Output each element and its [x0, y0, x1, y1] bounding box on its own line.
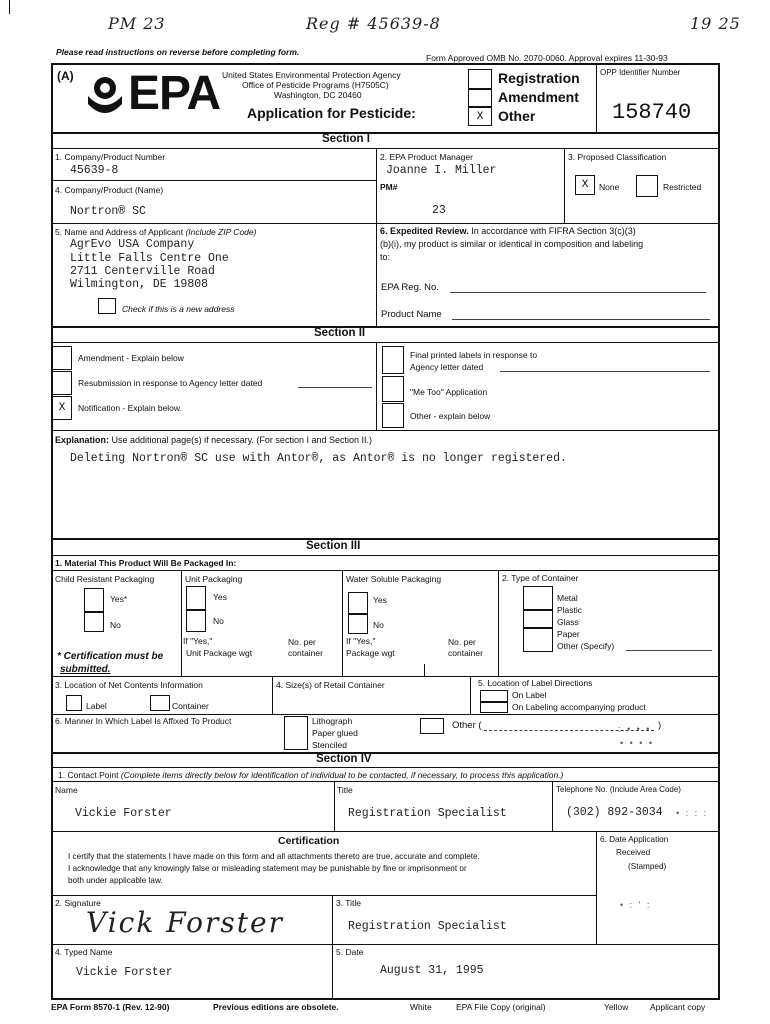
yellow-copy: Yellow [604, 1002, 629, 1012]
water-container-label: container [448, 648, 483, 658]
opp-label: OPP Identifier Number [600, 68, 681, 77]
water-soluble-no-label: No [373, 620, 384, 630]
pm-label: PM# [380, 182, 398, 192]
new-address-label: Check if this is a new address [122, 304, 235, 314]
amendment-label: Amendment [498, 89, 579, 105]
lithograph-label: Lithograph [312, 716, 353, 726]
unit-container-label: container [288, 648, 323, 658]
net-contents-label-option: Label [86, 701, 107, 711]
unit-packaging-yes-checkbox[interactable] [186, 586, 206, 610]
water-soluble-label: Water Soluble Packaging [346, 574, 442, 584]
manner-checkbox[interactable] [284, 716, 308, 750]
paper-glued-label: Paper glued [312, 728, 358, 738]
product-name-label: Product Name [381, 309, 442, 320]
unit-packaging-label: Unit Packaging [185, 574, 243, 584]
date-received-label-3: (Stamped) [628, 862, 667, 871]
section-3-heading: Section III [306, 540, 361, 552]
final-labels-checkbox[interactable] [382, 346, 404, 374]
white-copy: White [410, 1002, 432, 1012]
unit-package-wgt-label: Unit Package wgt [186, 648, 253, 658]
certification-text-2: I acknowledge that any knowingly false or misleading statement may be punishable by fine or imprisonment or [68, 864, 467, 873]
telephone-label: Telephone No. (Include Area Code) [556, 785, 681, 794]
instructions: Please read instructions on reverse before completing form. [56, 47, 300, 57]
product-name[interactable]: Nortron® SC [70, 205, 146, 218]
expedited-line-3: to: [380, 252, 391, 262]
retail-size-label: 4. Size(s) of Retail Container [276, 680, 385, 690]
child-resistant-no-checkbox[interactable] [84, 612, 104, 632]
dot-noise: • • • • [620, 738, 655, 748]
handwritten-pm: PM 23 [108, 14, 166, 33]
product-manager-label: 2. EPA Product Manager [380, 152, 473, 162]
classification-none-label: None [599, 182, 620, 192]
handwritten-reg-number: Reg # 45639-8 [306, 14, 441, 33]
water-soluble-yes-label: Yes [373, 595, 387, 605]
typed-name[interactable]: Vickie Forster [76, 966, 173, 979]
container-other-checkbox[interactable] [523, 628, 553, 652]
opp-number: 158740 [612, 100, 692, 125]
applicant-copy: Applicant copy [650, 1002, 706, 1012]
contact-title[interactable]: Registration Specialist [348, 807, 507, 820]
type-of-container-label: 2. Type of Container [502, 573, 579, 583]
proposed-classification-label: 3. Proposed Classification [568, 152, 667, 162]
resubmission-label: Resubmission in response to Agency letter dated [78, 378, 263, 388]
epa-reg-no-input[interactable] [450, 292, 706, 293]
manner-other-close: ) [658, 720, 662, 731]
certification-note-2: submitted. [60, 664, 111, 675]
margin-mark [9, 0, 10, 14]
classification-none-checkbox[interactable]: X [575, 175, 595, 195]
resubmission-checkbox[interactable] [52, 371, 72, 395]
form-id: EPA Form 8570-1 (Rev. 12-90) [51, 1002, 170, 1012]
net-contents-container-checkbox[interactable] [150, 695, 170, 711]
unit-no-per-label: No. per [288, 637, 316, 647]
manner-label: 6. Manner In Which Label Is Affixed To Product [55, 716, 232, 726]
contact-point-label: 1. Contact Point (Complete items directly below for identification of individual to be contacted, if necessary, to process this application.) [58, 770, 564, 780]
child-resistant-yes-checkbox[interactable] [84, 588, 104, 612]
certification-text-3: both under applicable law. [68, 876, 163, 885]
signature[interactable]: Vick Forster [86, 906, 284, 939]
amendment-checkbox[interactable] [468, 89, 492, 107]
applicant-line-3[interactable]: 2711 Centerville Road [70, 265, 215, 278]
date-received-label-1: 6. Date Application [600, 835, 669, 844]
water-if-yes: If "Yes," [346, 636, 376, 646]
other-checkbox[interactable]: X [468, 107, 492, 126]
me-too-label: "Me Too" Application [410, 387, 488, 397]
section-1-heading: Section I [322, 133, 370, 145]
container-metal-label: Metal [557, 593, 578, 603]
typed-name-label: 4. Typed Name [55, 947, 113, 957]
new-address-checkbox[interactable] [98, 298, 116, 314]
on-label-option: On Label [512, 690, 547, 700]
section-2-heading: Section II [314, 327, 366, 339]
registration-checkbox[interactable] [468, 69, 492, 89]
epa-logo-text: EPA [128, 67, 221, 120]
classification-restricted-label: Restricted [663, 182, 702, 192]
pm-number[interactable]: 23 [432, 204, 446, 217]
dot-noise: : • • • [618, 724, 652, 734]
application-title: Application for Pesticide: [247, 105, 416, 121]
container-glass-label: Glass [557, 617, 579, 627]
dot-noise: • : : : [676, 808, 709, 818]
unit-if-yes: If "Yes," [183, 636, 213, 646]
agency-name: United States Environmental Protection Agency [222, 70, 401, 80]
final-labels-label-1: Final printed labels in response to [410, 350, 538, 360]
company-product-number-label: 1. Company/Product Number [55, 152, 166, 162]
other-explain-label: Other - explain below [410, 411, 491, 421]
file-copy: EPA File Copy (original) [456, 1002, 546, 1012]
manner-other-label: Other ( [452, 720, 482, 731]
section-4-heading: Section IV [316, 753, 372, 765]
container-metal-checkbox[interactable] [523, 586, 553, 610]
product-manager[interactable]: Joanne I. Miller [386, 164, 497, 177]
obsolete-note: Previous editions are obsolete. [213, 1002, 339, 1012]
net-contents-container-option: Container [172, 701, 209, 711]
unit-packaging-no-checkbox[interactable] [186, 610, 206, 632]
form-approved: Form Approved OMB No. 2070-0060. Approval expires 11-30-93 [426, 53, 668, 63]
resubmission-date-input[interactable] [298, 387, 372, 388]
registration-label: Registration [498, 70, 580, 86]
title-label: Title [337, 785, 353, 795]
product-name-input[interactable] [452, 319, 710, 320]
water-no-per-label: No. per [448, 637, 476, 647]
container-other-input[interactable] [626, 650, 712, 651]
dot-noise: • : ' : [620, 900, 652, 910]
notification-label: Notification - Explain below. [78, 403, 182, 413]
stenciled-label: Stenciled [312, 740, 347, 750]
child-resistant-label: Child Resistant Packaging [55, 574, 155, 584]
water-package-wgt-label: Package wgt [346, 648, 395, 658]
notification-checkbox[interactable]: X [52, 396, 72, 420]
container-paper-label: Paper [557, 629, 580, 639]
other-explain-checkbox[interactable] [382, 403, 404, 428]
amendment-explain-label: Amendment - Explain below [78, 353, 184, 363]
name-label: Name [55, 785, 78, 795]
contact-name[interactable]: Vickie Forster [75, 807, 172, 820]
handwritten-corner: 19 25 [690, 14, 741, 33]
on-label-checkbox[interactable] [480, 690, 508, 702]
applicant-line-4[interactable]: Wilmington, DE 19808 [70, 278, 209, 291]
packaged-label: 1. Material This Product Will Be Packaged In: [55, 558, 237, 568]
on-labeling-checkbox[interactable] [480, 702, 508, 713]
title-3-label: 3. Title [336, 898, 362, 908]
date[interactable]: August 31, 1995 [380, 964, 484, 977]
epa-reg-no-label: EPA Reg. No. [381, 282, 439, 293]
amendment-explain-checkbox[interactable] [52, 346, 72, 370]
company-product-number[interactable]: 45639-8 [70, 164, 119, 177]
manner-other-checkbox[interactable] [420, 718, 444, 734]
water-soluble-yes-checkbox[interactable] [348, 592, 368, 614]
classification-restricted-checkbox[interactable] [636, 175, 658, 197]
certification-note-1: * Certification must be [57, 651, 164, 662]
child-resistant-no-label: No [110, 620, 121, 630]
water-soluble-no-checkbox[interactable] [348, 614, 368, 634]
telephone[interactable]: (302) 892-3034 [566, 806, 663, 819]
title-3[interactable]: Registration Specialist [348, 920, 507, 933]
on-labeling-option: On Labeling accompanying product [512, 702, 646, 712]
certification-text-1: I certify that the statements I have made on this form and all attachments thereto are true, accurate and complete. [68, 852, 480, 861]
office-name: Office of Pesticide Programs (H7505C) [242, 80, 389, 90]
epa-logo-icon [84, 74, 126, 118]
explanation-text[interactable]: Deleting Nortron® SC use with Antor®, as Antor® is no longer registered. [70, 452, 567, 465]
container-plastic-label: Plastic [557, 605, 583, 615]
expedited-line-2: (b)(i), my product is similar or identical in composition and labeling [380, 239, 644, 249]
office-city: Washington, DC 20460 [274, 90, 362, 100]
expedited-review: 6. Expedited Review. In accordance with FIFRA Section 3(c)(3) [380, 226, 636, 236]
container-other-label: Other (Specify) [557, 641, 615, 651]
signature-label: 2. Signature [55, 898, 101, 908]
applicant-line-1[interactable]: AgrEvo USA Company [70, 238, 195, 251]
net-contents-label-checkbox[interactable] [66, 695, 82, 711]
certification-heading: Certification [278, 835, 340, 847]
container-glass-checkbox[interactable] [523, 610, 553, 628]
other-label: Other [498, 108, 536, 124]
section-letter: (A) [57, 69, 74, 83]
date-received-label-2: Received [616, 848, 651, 857]
explanation-label: Explanation: Use additional page(s) if necessary. (For section I and Section II.) [55, 435, 372, 445]
label-directions-label: 5. Location of Label Directions [478, 678, 593, 688]
me-too-checkbox[interactable] [382, 376, 404, 402]
child-resistant-yes-label: Yes* [110, 594, 128, 604]
applicant-line-2[interactable]: Little Falls Centre One [70, 252, 229, 265]
unit-packaging-yes-label: Yes [213, 592, 227, 602]
final-labels-date-input[interactable] [500, 371, 710, 372]
unit-packaging-no-label: No [213, 616, 224, 626]
date-label: 5. Date [336, 947, 364, 957]
final-labels-label-2: Agency letter dated [410, 362, 484, 372]
applicant-label: 5. Name and Address of Applicant (Include ZIP Code) [55, 227, 257, 237]
company-product-name-label: 4. Company/Product (Name) [55, 185, 164, 195]
net-contents-label: 3. Location of Net Contents Information [55, 680, 203, 690]
